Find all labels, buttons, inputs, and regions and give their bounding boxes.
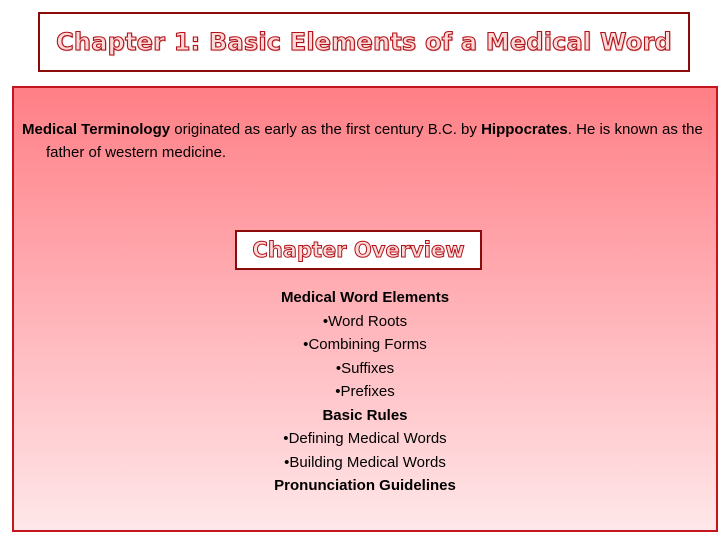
intro-term: Medical Terminology	[22, 121, 171, 138]
outline-item-defining-medical-words: • Defining Medical Words	[14, 427, 716, 451]
chapter-overview-box	[235, 230, 482, 270]
content-panel	[12, 86, 718, 532]
outline-heading-medical-word-elements: Medical Word Elements	[280, 289, 450, 306]
chapter-outline	[14, 286, 716, 498]
slide-title: Chapter 1: Basic Elements of a Medical Word	[56, 28, 672, 56]
chapter-overview-title: Chapter Overview	[252, 238, 465, 262]
outline-item-building-medical-words: • Building Medical Words	[14, 451, 716, 475]
outline-item-word-roots: • Word Roots	[14, 310, 716, 334]
outline-item-combining-forms: • Combining Forms	[14, 333, 716, 357]
outline-heading-pronunciation-guidelines: Pronunciation Guidelines	[274, 477, 456, 494]
intro-person: Hippocrates	[481, 121, 568, 138]
outline-heading-basic-rules: Basic Rules	[322, 406, 408, 424]
intro-text-2: . He is known as the father of western medicine.	[46, 121, 703, 161]
slide-title-box	[38, 12, 690, 72]
intro-paragraph	[22, 118, 712, 164]
outline-item-suffixes: • Suffixes	[14, 357, 716, 381]
intro-text-1: originated as early as the first century B.C. by	[170, 121, 482, 138]
outline-item-prefixes: • Prefixes	[14, 380, 716, 404]
